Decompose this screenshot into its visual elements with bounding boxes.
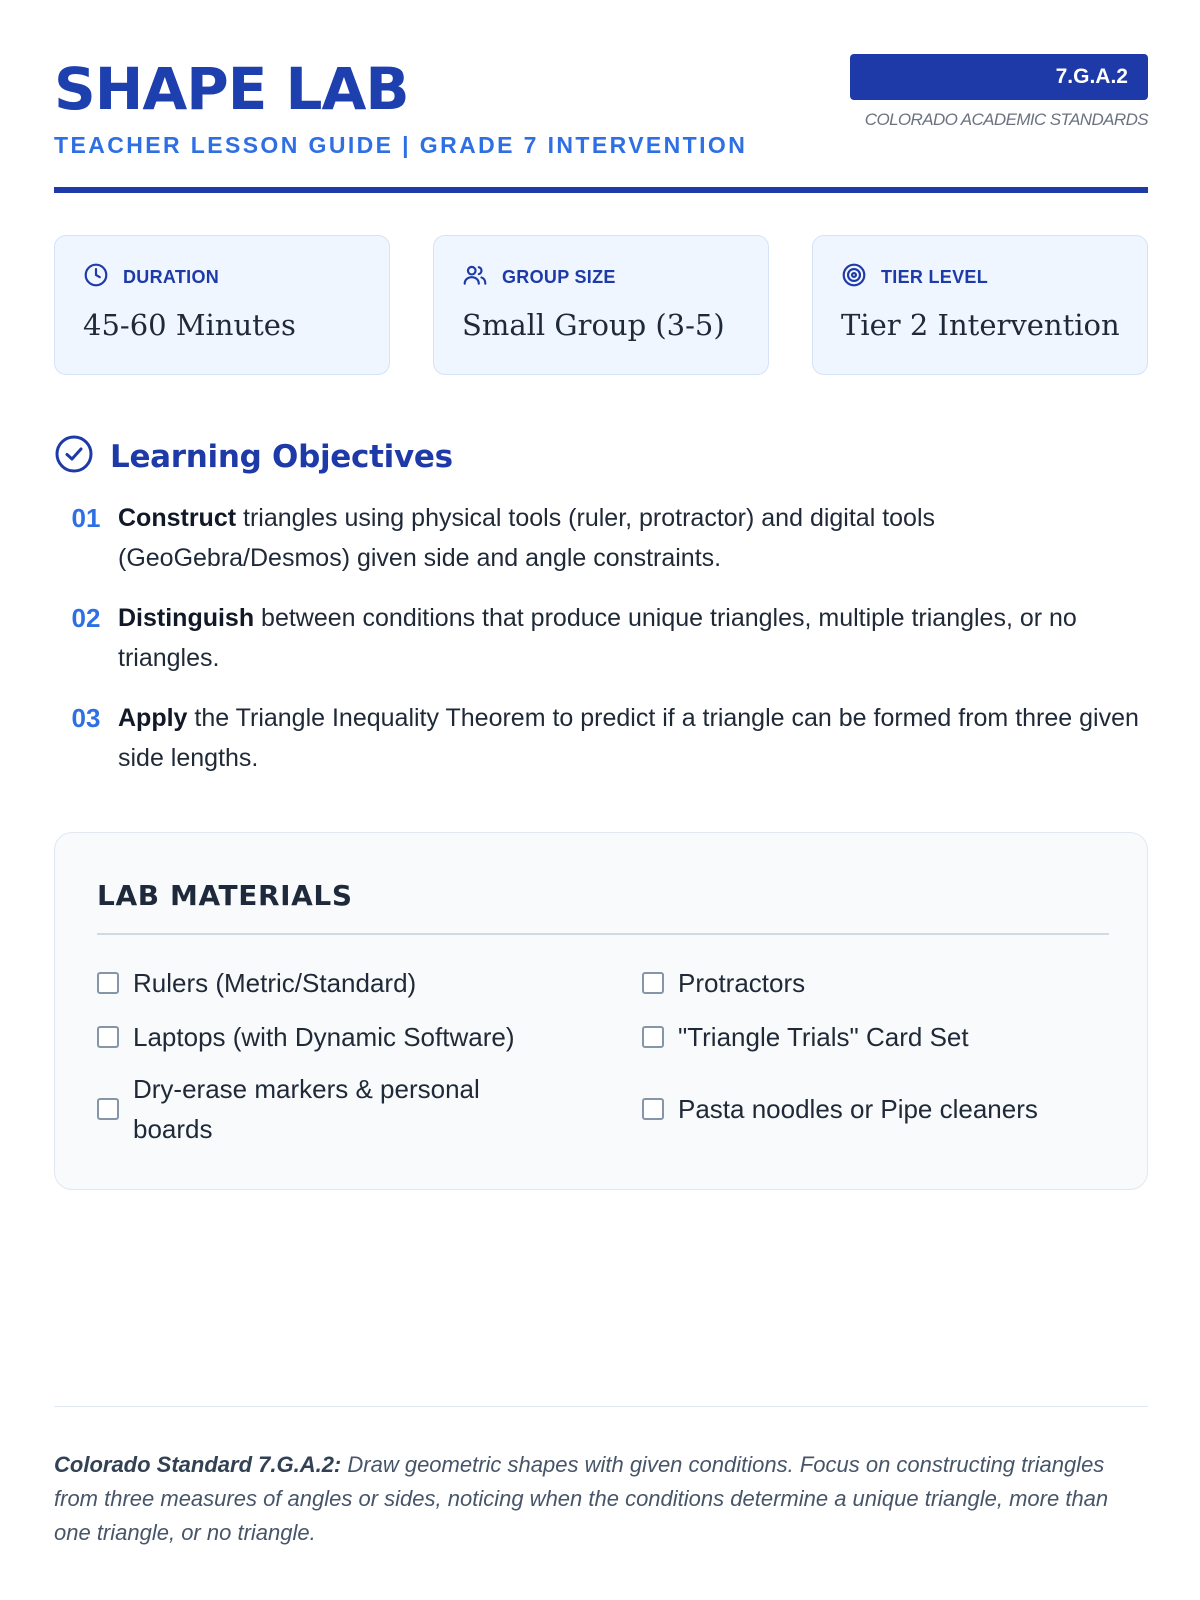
checkbox[interactable] bbox=[642, 1026, 664, 1048]
material-item-pasta[interactable] bbox=[642, 1089, 1038, 1129]
checkbox[interactable] bbox=[642, 1098, 664, 1120]
objective-description: between conditions that produce unique triangles, multiple triangles, or no triangles. bbox=[118, 604, 1077, 672]
checkbox[interactable] bbox=[97, 1098, 119, 1120]
lab-materials-panel bbox=[54, 832, 1148, 1190]
objective-description: the Triangle Inequality Theorem to predict if a triangle can be formed from three given side lengths. bbox=[118, 704, 1139, 772]
tier-level-value: Tier 2 Intervention bbox=[841, 308, 1120, 342]
check-circle-icon bbox=[54, 434, 94, 479]
material-item-card-set[interactable] bbox=[642, 1017, 969, 1057]
duration-card bbox=[54, 235, 390, 375]
objective-number: 02 bbox=[71, 603, 101, 633]
objective-item bbox=[54, 598, 1148, 678]
standard-footnote bbox=[54, 1448, 1124, 1550]
checkbox[interactable] bbox=[642, 972, 664, 994]
material-label: Rulers (Metric/Standard) bbox=[133, 968, 417, 998]
footer-divider bbox=[54, 1406, 1148, 1407]
duration-label: DURATION bbox=[123, 266, 220, 287]
standard-caption: COLORADO ACADEMIC STANDARDS bbox=[864, 110, 1148, 129]
objective-item bbox=[54, 498, 1148, 578]
group-size-card bbox=[433, 235, 769, 375]
clock-icon bbox=[83, 262, 109, 293]
objective-number: 03 bbox=[71, 703, 101, 733]
objective-text bbox=[118, 498, 1148, 578]
objectives-list bbox=[54, 498, 1148, 798]
page-title: SHAPE LAB bbox=[54, 55, 409, 123]
objective-text bbox=[118, 698, 1148, 778]
material-label: Protractors bbox=[678, 968, 806, 998]
group-size-value: Small Group (3-5) bbox=[462, 308, 725, 342]
header-divider bbox=[54, 187, 1148, 193]
footnote-label: Colorado Standard 7.G.A.2: bbox=[54, 1452, 342, 1477]
material-label: Laptops (with Dynamic Software) bbox=[133, 1022, 515, 1052]
objective-verb: Construct bbox=[118, 504, 237, 532]
header bbox=[54, 54, 1148, 194]
material-item-rulers[interactable] bbox=[97, 963, 416, 1003]
checkbox[interactable] bbox=[97, 972, 119, 994]
standard-badge: 7.G.A.2 bbox=[850, 54, 1148, 100]
material-item-markers[interactable] bbox=[97, 1069, 537, 1149]
material-label: Pasta noodles or Pipe cleaners bbox=[678, 1094, 1038, 1124]
objectives-title: Learning Objectives bbox=[110, 438, 453, 475]
lab-materials-divider bbox=[97, 933, 1109, 935]
lab-materials-title: LAB MATERIALS bbox=[97, 879, 353, 912]
objective-text bbox=[118, 598, 1148, 678]
tier-level-card bbox=[812, 235, 1148, 375]
material-label: "Triangle Trials" Card Set bbox=[678, 1022, 969, 1052]
material-label: Dry-erase markers & personal boards bbox=[133, 1074, 480, 1144]
material-item-laptops[interactable] bbox=[97, 1017, 514, 1057]
footnote-text: Draw geometric shapes with given conditions. Focus on constructing triangles from three measures of angles or sides, noticing when the conditions determine a unique triangle, more than one triangle, or no triangle. bbox=[54, 1452, 1109, 1545]
objective-verb: Apply bbox=[118, 704, 188, 732]
page-subtitle: TEACHER LESSON GUIDE | GRADE 7 INTERVENTION bbox=[54, 132, 748, 158]
group-size-label: GROUP SIZE bbox=[502, 266, 616, 287]
target-icon bbox=[841, 262, 867, 293]
objectives-heading bbox=[54, 434, 453, 479]
checkbox[interactable] bbox=[97, 1026, 119, 1048]
objective-number: 01 bbox=[71, 503, 101, 533]
duration-value: 45-60 Minutes bbox=[83, 308, 296, 342]
users-icon bbox=[462, 262, 488, 293]
material-item-protractors[interactable] bbox=[642, 963, 805, 1003]
objective-item bbox=[54, 698, 1148, 778]
objective-description: triangles using physical tools (ruler, protractor) and digital tools (GeoGebra/Desmos) given side and angle constraints. bbox=[118, 504, 936, 572]
objective-verb: Distinguish bbox=[118, 604, 255, 632]
tier-level-label: TIER LEVEL bbox=[881, 266, 989, 287]
